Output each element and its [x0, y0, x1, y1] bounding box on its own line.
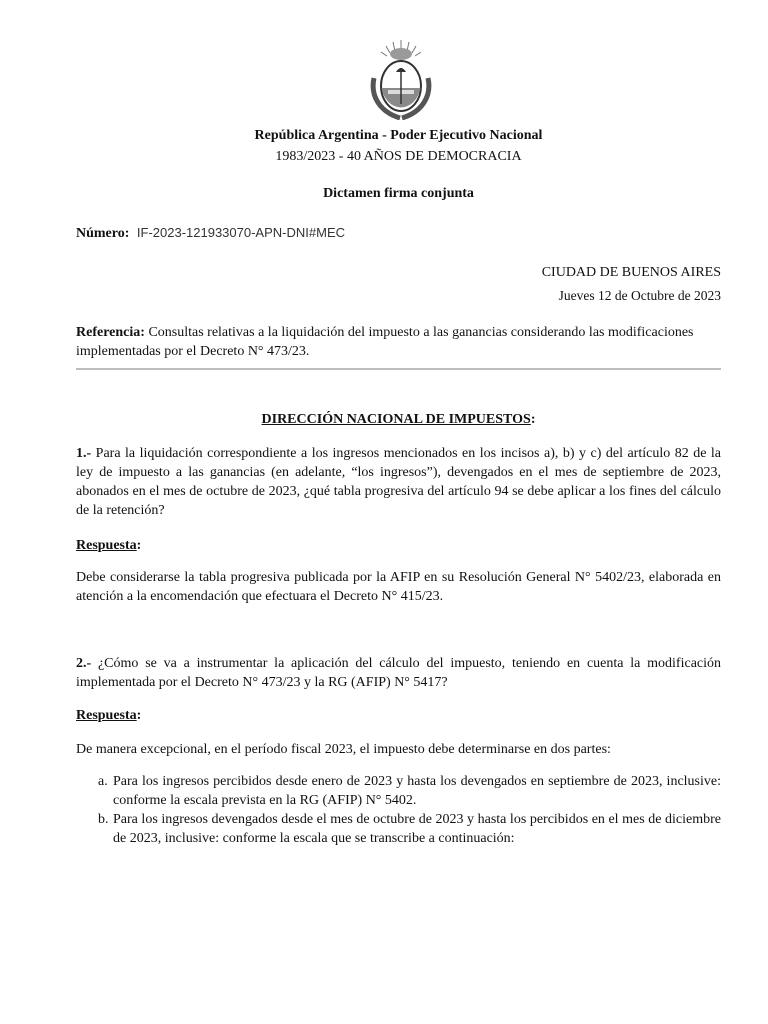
answer-2-colon: : [136, 708, 142, 723]
answer-2-text: De manera excepcional, en el período fiscal 2023, el impuesto debe determinarse en dos partes: [76, 742, 611, 757]
answer-2-list [98, 772, 721, 848]
header-subtitle: 1983/2023 - 40 AÑOS DE DEMOCRACIA [275, 149, 522, 164]
answer-2-heading [76, 706, 141, 725]
document-date: Jueves 12 de Octubre de 2023 [558, 288, 721, 303]
section-heading-text: DIRECCIÓN NACIONAL DE IMPUESTOS [261, 412, 531, 427]
question-2 [76, 654, 721, 692]
answer-1-colon: : [136, 538, 142, 553]
header-title: República Argentina - Poder Ejecutivo Nacional [254, 128, 543, 143]
document-city: CIUDAD DE BUENOS AIRES [541, 265, 721, 280]
argentina-coat-of-arms-icon [366, 38, 436, 120]
question-1-text: Para la liquidación correspondiente a los ingresos mencionados en los incisos a), b) y c) del artículo 82 de la ley de impuesto a las ganancias (en adelante, “los ingresos”), devengados en el mes de septiembre de 2023, abonados en el mes de octubre de 2023, ¿qué tabla progresiva del artículo 94 se debe aplicar a los fines del cálculo de la retención? [76, 446, 721, 518]
header-divider [76, 368, 721, 370]
answer-2-label: Respuesta [76, 708, 137, 723]
answer-1-label: Respuesta [76, 538, 137, 553]
question-1-number: 1.- [76, 446, 92, 461]
reference [76, 323, 721, 361]
answer-1-text: Debe considerarse la tabla progresiva publicada por la AFIP en su Resolución General N° 5402/23, elaborada en atención a la encomendación que efectuara el Decreto N° 415/23. [76, 570, 721, 604]
question-2-text: ¿Cómo se va a instrumentar la aplicación del cálculo del impuesto, teniendo en cuenta la modificación implementada por el Decreto N° 473/23 y la RG (AFIP) N° 5417? [76, 656, 722, 690]
document-number-label: Número: [76, 226, 130, 241]
list-item-text: Para los ingresos devengados desde el mes de octubre de 2023 y hasta los percibidos en el mes de diciembre de 2023, inclusive: conforme la escala que se transcribe a continuación: [113, 812, 721, 846]
section-heading [76, 410, 721, 429]
section-heading-colon: : [530, 412, 536, 427]
document-number-value: IF-2023-121933070-APN-DNI#MEC [136, 225, 346, 240]
question-1 [76, 444, 721, 520]
list-item-marker: a. [98, 774, 108, 789]
list-item [98, 772, 721, 810]
reference-text: Consultas relativas a la liquidación del impuesto a las ganancias considerando las modificaciones implementadas por el Decreto N° 473/23. [76, 325, 694, 359]
document-type: Dictamen firma conjunta [323, 186, 474, 201]
question-2-number: 2.- [76, 656, 92, 671]
list-item [98, 810, 721, 848]
document-number [76, 223, 721, 243]
answer-1-heading [76, 536, 141, 555]
list-item-text: Para los ingresos percibidos desde enero de 2023 y hasta los devengados en septiembre de 2023, inclusive: conforme la escala prevista en la RG (AFIP) N° 5402. [113, 774, 721, 808]
reference-label: Referencia: [76, 325, 145, 340]
document-page [76, 0, 721, 1024]
list-item-marker: b. [98, 812, 109, 827]
